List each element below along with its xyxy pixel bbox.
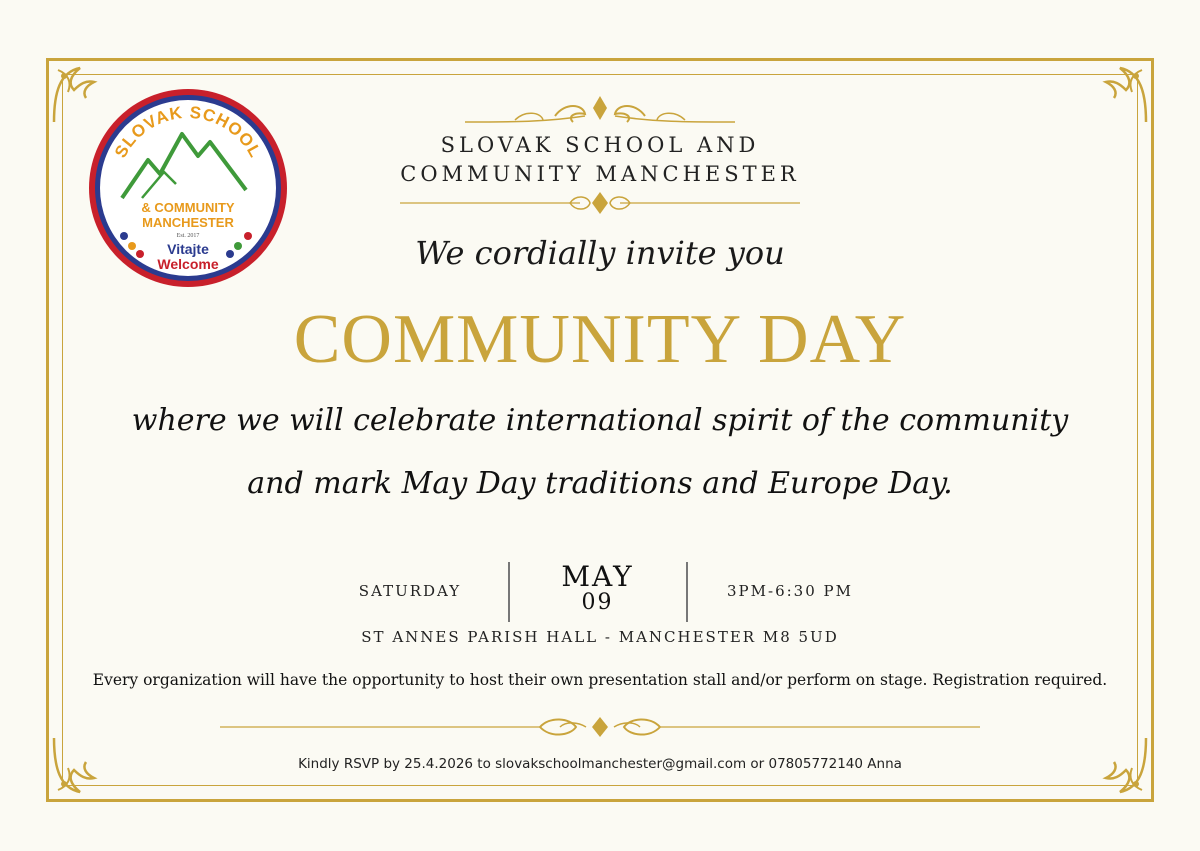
description-line-2: and mark May Day traditions and Europe Day. (247, 466, 953, 501)
date-divider-right (686, 562, 688, 622)
org-name-line-1: SLOVAK SCHOOL AND (440, 133, 760, 157)
description-line-1: where we will celebrate international spirit of the community (131, 403, 1069, 438)
school-logo (86, 86, 290, 290)
event-day: SATURDAY (358, 582, 462, 600)
org-name-line-2: COMMUNITY MANCHESTER (400, 162, 800, 186)
rsvp-line: Kindly RSVP by 25.4.2026 to slovakschoolmanchester@gmail.com or 07805772140 Anna (298, 756, 902, 772)
corner-ornament-bottom-right (1080, 728, 1150, 798)
invite-line: We cordially invite you (415, 234, 785, 272)
event-month: MAY (561, 560, 634, 593)
logo-arc-text: SLOVAK SCHOOL (110, 102, 266, 161)
date-divider-left (508, 562, 510, 622)
logo-welcome: Welcome (157, 256, 219, 272)
event-title: COMMUNITY DAY (293, 301, 907, 378)
registration-note: Every organization will have the opportunity to host their own presentation stall and/or perform on stage. Registration required. (92, 671, 1108, 689)
logo-line-1: & COMMUNITY (141, 200, 235, 215)
header-flourish (455, 92, 745, 132)
logo-vitajte: Vitajte (167, 241, 209, 257)
logo-est: Est. 2017 (176, 233, 200, 239)
corner-ornament-bottom-left (50, 728, 120, 798)
event-date: 09 (581, 590, 614, 615)
header-divider (400, 190, 800, 216)
corner-ornament-top-right (1080, 62, 1150, 132)
event-venue: ST ANNES PARISH HALL - MANCHESTER M8 5UD (361, 628, 839, 646)
footer-flourish (220, 712, 980, 742)
logo-line-2: MANCHESTER (142, 215, 234, 230)
event-time: 3PM-6:30 PM (727, 582, 853, 600)
